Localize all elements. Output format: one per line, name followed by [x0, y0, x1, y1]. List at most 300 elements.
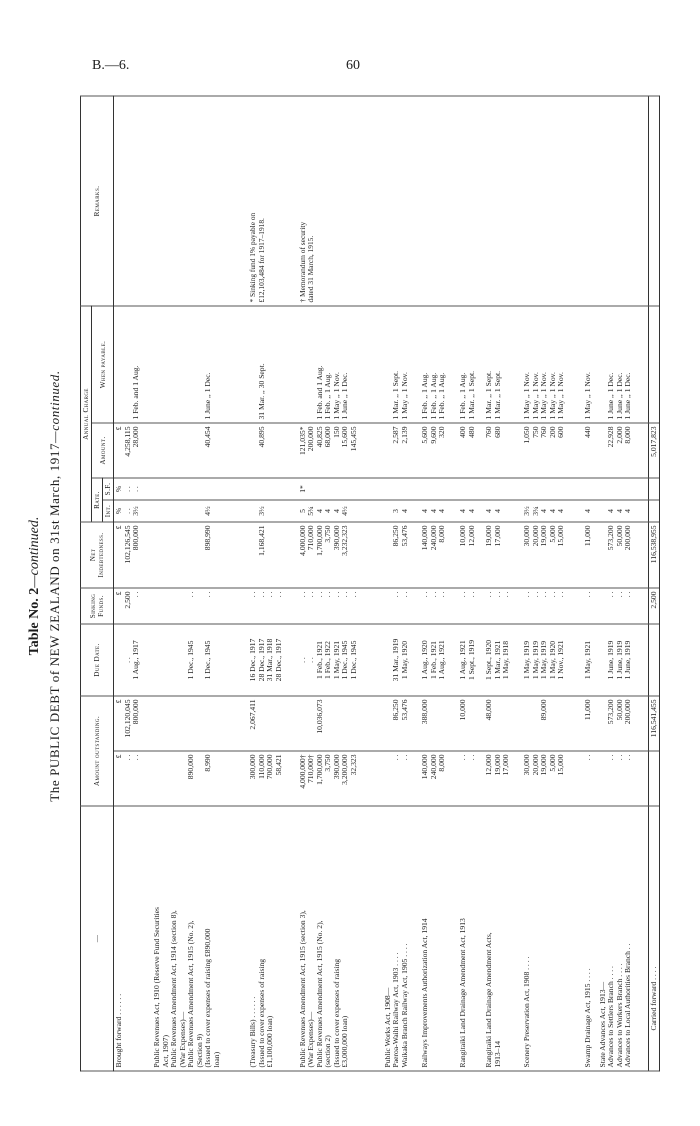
sinking-funds-cell — [522, 588, 583, 624]
net-indebtedness-line — [213, 525, 222, 584]
amount-outstanding-items-line: 19,000 — [492, 754, 502, 775]
when-payable-line: 1 Feb. ,, 1 Aug. — [420, 372, 430, 419]
amount-outstanding-items-cell — [383, 751, 421, 806]
debt-table-row — [420, 95, 458, 1070]
remarks-cell — [458, 95, 484, 305]
due-date-line: 1 May, 1919 — [522, 640, 532, 679]
net-indebtedness-cell — [598, 522, 648, 588]
annual-amount-line: 150 — [331, 426, 341, 438]
net-indebtedness-line: 8,000 — [437, 525, 447, 543]
annual-amount-cell — [583, 423, 597, 478]
debt-description-cell — [420, 806, 458, 1071]
net-indebtedness-line: 5,000 — [547, 525, 557, 543]
sinking-funds-line: . . — [256, 591, 266, 597]
debt-table-row — [522, 95, 583, 1070]
remarks-cell — [484, 95, 522, 305]
annual-amount-line: 440 — [583, 426, 593, 438]
when-payable-line — [179, 309, 188, 419]
amount-outstanding-items-line: . . — [466, 754, 476, 760]
amount-outstanding-items-line: 140,000 — [420, 754, 430, 779]
rate-int-line: 3½ — [256, 505, 266, 516]
debt-table-row — [458, 95, 484, 1070]
debt-description-line: Advances to Settlers Branch . . . . — [606, 965, 616, 1067]
rate-int-cell — [298, 500, 383, 522]
annual-amount-cell — [383, 423, 421, 478]
amount-outstanding-items-line: 3,200,000 — [340, 754, 350, 785]
when-payable-line: 1 June ,, 1 Dec. — [203, 371, 213, 419]
sinking-funds-line: 2,500 — [122, 591, 132, 609]
rate-int-line: 5¾ — [306, 505, 316, 516]
debt-table-body — [114, 95, 648, 1070]
rate-int-line: 4 — [539, 508, 549, 513]
when-payable-line: 1 Feb. ,, 1 Aug. — [437, 372, 447, 419]
net-indebtedness-line — [170, 525, 179, 584]
when-payable-line: 1 May ,, 1 Nov. — [331, 371, 341, 419]
header-rate-sf: S.F. — [103, 478, 114, 500]
header-due-date: Due Date. — [81, 624, 114, 696]
sinking-funds-line: . . — [623, 591, 633, 597]
debt-description-line: Public Revenues Amendment Act, 1915 (No. 2), — [314, 919, 324, 1067]
annual-amount-line: 200,000 — [306, 426, 316, 451]
annual-amount-cell — [458, 423, 484, 478]
rate-int-cell — [598, 500, 648, 522]
rate-sf-cell — [420, 478, 458, 500]
table-title: Table No. 2—continued. — [27, 516, 42, 656]
due-date-cell — [458, 624, 484, 696]
debt-description-line: Paeroa-Waihi Railway Act, 1903 . . . . — [391, 952, 401, 1067]
amount-outstanding-totals-line: 200,000 — [623, 699, 633, 724]
debt-description-cell — [598, 806, 648, 1071]
net-indebtedness-line: 12,000 — [466, 525, 476, 546]
net-indebtedness-line: 140,000 — [420, 525, 430, 550]
rate-sf-cell — [152, 478, 248, 500]
sinking-funds-line: . . — [614, 591, 624, 597]
due-date-cell — [152, 624, 248, 696]
sinking-funds-cell — [583, 588, 597, 624]
when-payable-line: 1 Feb. ,, 1 Aug. — [323, 372, 333, 419]
sinking-funds-cell — [114, 588, 153, 624]
rate-sf-line: . . — [122, 485, 132, 492]
header-rate-int: Int. — [103, 500, 114, 522]
amount-outstanding-items-cell — [484, 751, 522, 806]
when-payable-line: 1 May ,, 1 Nov. — [530, 371, 540, 419]
amount-outstanding-items-cell — [152, 751, 248, 806]
header-amount-outstanding: Amount outstanding. — [81, 696, 114, 806]
amount-outstanding-items-line: 8,990 — [203, 754, 213, 772]
due-date-line: 1 May, 1920 — [547, 640, 557, 679]
annual-amount-line: 1,050 — [522, 426, 532, 444]
due-date-line: . . — [297, 656, 307, 663]
annual-amount-line: 15,600 — [340, 426, 350, 447]
amount-outstanding-totals-cell — [248, 696, 298, 751]
debt-table-row — [114, 95, 153, 1070]
debt-description-line: Rangitaiki Land Drainage Amendment Act, 1913 — [458, 917, 468, 1067]
amount-outstanding-totals-cell — [114, 696, 153, 751]
amount-outstanding-totals-cell — [458, 696, 484, 751]
debt-description-line: Scenery Preservation Act, 1908 . . . . — [522, 956, 532, 1067]
remarks-cell — [383, 95, 421, 305]
when-payable-line — [187, 309, 196, 419]
annual-amount-line: 9,600 — [428, 426, 438, 444]
net-indebtedness-line: 17,000 — [492, 525, 502, 546]
amount-outstanding-totals-line: 102,120,045 — [122, 699, 132, 737]
sinking-funds-line: . . — [547, 591, 557, 597]
sinking-funds-line: . . — [306, 591, 316, 597]
annual-amount-line: 40,825 — [314, 426, 324, 447]
due-date-line: 1 Dec., 1945 — [348, 640, 358, 679]
debt-description-line: Advances to Workers Branch . . . . — [614, 962, 624, 1067]
debt-table-row — [152, 95, 248, 1070]
sinking-funds-line — [162, 591, 171, 620]
sinking-funds-line: . . — [203, 591, 213, 597]
amount-outstanding-totals-cell — [383, 696, 421, 751]
amount-outstanding-items-line: 32,323 — [348, 754, 358, 775]
rate-int-cell — [522, 500, 583, 522]
annual-amount-line: 2,587 — [391, 426, 401, 444]
carried-forward-row — [648, 95, 660, 1070]
when-payable-line: 1 May ,, 1 Nov. — [539, 371, 549, 419]
when-payable-line — [153, 309, 162, 419]
debt-description-line: (Issued to cover expenses of raising £890,000 — [203, 928, 213, 1067]
amount-outstanding-totals-cell — [152, 696, 248, 751]
sinking-funds-line: . . — [314, 591, 324, 597]
rate-int-line — [213, 503, 222, 518]
debt-description-line: (Section 9) — [194, 1033, 204, 1067]
net-indebtedness-line: 102,126,545 — [122, 525, 132, 563]
due-date-line: 1 May, 1918 — [501, 640, 511, 679]
rate-int-line: 4 — [492, 508, 502, 513]
amount-outstanding-totals-line: 11,000 — [583, 699, 593, 720]
annual-amount-line: 2,139 — [399, 426, 409, 444]
debt-description-line: Public Revenues Act, 1910 (Reserve Fund Securities — [152, 906, 162, 1067]
amount-outstanding-totals-line: £ — [114, 699, 124, 703]
debt-description-line: Public Revenues Amendment Act, 1915 (section 3), — [297, 909, 307, 1067]
net-indebtedness-line: £ — [114, 525, 124, 529]
sinking-funds-line: . . — [265, 591, 275, 597]
annual-amount-line: 400 — [458, 426, 468, 438]
due-date-line: . . — [122, 656, 132, 663]
debt-description-line: State Advances Act, 1913— — [597, 981, 607, 1067]
sinking-funds-line: . . — [420, 591, 430, 597]
due-date-line: 31 Mar., 1919 — [391, 638, 401, 681]
due-date-line: 1 Feb., 1921 — [314, 640, 324, 679]
net-indebtedness-line: 10,000 — [458, 525, 468, 546]
rate-int-line: 4 — [556, 508, 566, 513]
due-date-line: 1 Aug., 1917 — [131, 639, 141, 680]
debt-description-line: (War Expenses)— — [306, 1011, 316, 1067]
remarks-cell — [522, 95, 583, 305]
annual-amount-line: £ — [114, 426, 124, 430]
net-indebtedness-line: 30,000 — [522, 525, 532, 546]
rate-int-cell — [420, 500, 458, 522]
when-payable-line: 1 May ,, 1 Nov. — [522, 371, 532, 419]
net-indebtedness-cell — [298, 522, 383, 588]
sinking-funds-cell — [248, 588, 298, 624]
annual-amount-line: 680 — [492, 426, 502, 438]
sinking-funds-line: . . — [437, 591, 447, 597]
amount-outstanding-totals-line: 573,200 — [606, 699, 616, 724]
when-payable-line — [162, 309, 171, 419]
header-remarks: Remarks. — [81, 95, 114, 305]
when-payable-line: 1 May ,, 1 Nov. — [583, 371, 593, 419]
amount-outstanding-totals-line: 800,000 — [131, 699, 141, 724]
annual-amount-line — [213, 426, 222, 474]
when-payable-cell — [114, 305, 153, 422]
amount-outstanding-items-line: . . — [606, 754, 616, 760]
due-date-line: 1 Dec., 1945 — [186, 640, 196, 679]
carried-forward-net-indebtedness: 116,538,955 — [648, 522, 660, 588]
net-indebtedness-line: 53,476 — [399, 525, 409, 546]
rate-int-line: 4 — [606, 508, 616, 513]
amount-outstanding-totals-line — [523, 699, 532, 747]
when-payable-line: 1 Feb. ,, 1 Aug. — [428, 372, 438, 419]
amount-outstanding-totals-cell — [484, 696, 522, 751]
net-indebtedness-line: 573,200 — [606, 525, 616, 550]
sinking-funds-line: . . — [522, 591, 532, 597]
due-date-cell — [583, 624, 597, 696]
amount-outstanding-totals-cell — [583, 696, 597, 751]
remarks-line: † Memorandum of security — [297, 221, 307, 302]
net-indebtedness-line: 11,000 — [583, 525, 593, 546]
net-indebtedness-line — [187, 525, 196, 584]
amount-outstanding-items-cell — [248, 751, 298, 806]
net-indebtedness-cell — [522, 522, 583, 588]
net-indebtedness-cell — [583, 522, 597, 588]
due-date-line: 1 June, 1919 — [623, 640, 633, 679]
sinking-funds-cell — [383, 588, 421, 624]
when-payable-cell — [522, 305, 583, 422]
due-date-line: 31 Mar., 1918 — [265, 638, 275, 681]
net-indebtedness-line — [162, 525, 171, 584]
amount-outstanding-items-cell — [298, 751, 383, 806]
sinking-funds-line: . . — [606, 591, 616, 597]
amount-outstanding-items-cell — [114, 751, 153, 806]
sinking-funds-cell — [458, 588, 484, 624]
sinking-funds-cell — [420, 588, 458, 624]
amount-outstanding-totals-line: 10,036,073 — [314, 699, 324, 734]
rate-int-line: 4 — [583, 508, 593, 513]
rate-sf-cell — [598, 478, 648, 500]
amount-outstanding-items-line: 890,000 — [186, 754, 196, 779]
annual-amount-line — [153, 426, 162, 474]
rate-int-line: 4 — [547, 508, 557, 513]
annual-amount-line — [179, 426, 188, 474]
rate-int-line: 4 — [428, 508, 438, 513]
when-payable-line: 1 Feb. ,, 1 Aug. — [458, 372, 468, 419]
net-indebtedness-line: 710,000 — [306, 525, 316, 550]
rate-sf-cell — [383, 478, 421, 500]
public-debt-table — [80, 95, 660, 1071]
sinking-funds-line — [153, 591, 162, 620]
debt-description-line: Waikaka Branch Railway Act, 1905 . . . . — [399, 942, 409, 1067]
amount-outstanding-items-line: 5,000 — [547, 754, 557, 772]
amount-outstanding-items-line: 58,421 — [273, 754, 283, 775]
rate-sf-line: . . — [131, 485, 141, 492]
due-date-line: 1 Dec., 1945 — [203, 640, 213, 679]
rate-int-cell — [458, 500, 484, 522]
sinking-funds-line: . . — [273, 591, 283, 597]
due-date-line: 1 May, 1921 — [583, 640, 593, 679]
annual-amount-line: 480 — [466, 426, 476, 438]
when-payable-line: 1 Mar. ,, 1 Sept. — [492, 370, 502, 419]
debt-table-row — [484, 95, 522, 1070]
rate-int-cell — [383, 500, 421, 522]
sinking-funds-line: £ — [114, 591, 124, 595]
net-indebtedness-line: 3,750 — [323, 525, 333, 543]
when-payable-line: 1 June ,, 1 Dec. — [340, 371, 350, 419]
debt-description-line: (section 2) — [323, 1034, 333, 1067]
sinking-funds-line: . . — [539, 591, 549, 597]
debt-table-row — [248, 95, 298, 1070]
header-when-payable: When payable. — [92, 305, 114, 422]
when-payable-line: 1 May ,, 1 Nov. — [399, 371, 409, 419]
header-annual-charge: Annual Charge — [81, 305, 92, 521]
net-indebtedness-line: 50,000 — [614, 525, 624, 546]
annual-amount-line: 121,035* — [297, 426, 307, 455]
when-payable-cell — [152, 305, 248, 422]
net-indebtedness-line — [179, 525, 188, 584]
annual-amount-line: 8,000 — [623, 426, 633, 444]
sinking-funds-line: . . — [248, 591, 258, 597]
amount-outstanding-items-line: . . — [623, 754, 633, 760]
sinking-funds-line: . . — [583, 591, 593, 597]
when-payable-line: 1 June ,, 1 Dec. — [623, 371, 633, 419]
amount-outstanding-items-cell — [458, 751, 484, 806]
due-date-line: 1 May, 1920 — [399, 640, 409, 679]
rate-sf-line: % — [114, 485, 124, 492]
rate-int-line: 4 — [614, 508, 624, 513]
due-date-line: 1 Feb., 1921 — [428, 640, 438, 679]
amount-outstanding-items-line: 240,000 — [428, 754, 438, 779]
remarks-line: * Sinking fund 1% payable on — [248, 212, 258, 302]
debt-description-line: loan) — [211, 1051, 221, 1067]
rate-int-cell — [484, 500, 522, 522]
debt-description-cell — [383, 806, 421, 1071]
due-date-line: 1 Aug., 1921 — [458, 639, 468, 680]
annual-amount-line: 200 — [547, 426, 557, 438]
debt-description-cell — [583, 806, 597, 1071]
amount-outstanding-items-line: 30,000 — [522, 754, 532, 775]
sinking-funds-line: . . — [348, 591, 358, 597]
amount-outstanding-items-line — [153, 754, 162, 802]
when-payable-line: 1 Feb. and 1 Aug. — [314, 365, 324, 419]
when-payable-cell — [484, 305, 522, 422]
when-payable-cell — [420, 305, 458, 422]
amount-outstanding-items-line: 1,700,000 — [314, 754, 324, 785]
rate-int-line: 4½ — [203, 505, 213, 516]
annual-amount-cell — [114, 423, 153, 478]
debt-table-row — [298, 95, 383, 1070]
sinking-funds-line: . . — [186, 591, 196, 597]
page-number: 60 — [346, 58, 360, 73]
amount-outstanding-totals-line: 48,000 — [484, 699, 494, 720]
annual-amount-line: 760 — [484, 426, 494, 438]
table-subtitle: The PUBLIC DEBT of NEW ZEALAND on 31st March, 1917—continued. — [47, 370, 62, 802]
net-indebtedness-line: 800,000 — [131, 525, 141, 550]
rate-int-line: 4 — [458, 508, 468, 513]
when-payable-cell — [583, 305, 597, 422]
sinking-funds-line: . . — [331, 591, 341, 597]
annual-amount-cell — [598, 423, 648, 478]
debt-description-line: Public Revenues Amendment Act, 1914 (section 8), — [169, 909, 179, 1067]
due-date-line: 28 Dec., 1917 — [256, 638, 266, 681]
amount-outstanding-items-line: 3,750 — [323, 754, 333, 772]
when-payable-cell — [458, 305, 484, 422]
annual-amount-cell — [248, 423, 298, 478]
amount-outstanding-items-line — [162, 754, 171, 802]
rate-sf-cell — [484, 478, 522, 500]
rate-int-line: 3 — [391, 508, 401, 513]
debt-description-cell — [114, 806, 153, 1071]
rate-int-line: 4 — [399, 508, 409, 513]
sinking-funds-line: . . — [428, 591, 438, 597]
amount-outstanding-items-line: 12,000 — [484, 754, 494, 775]
amount-outstanding-items-line: 4,000,000† — [297, 754, 307, 789]
rate-sf-cell — [114, 478, 153, 500]
when-payable-line: 1 Mar. ,, 1 Sept. — [466, 370, 476, 419]
rate-int-cell — [152, 500, 248, 522]
due-date-line: 1 Dec., 1945 — [340, 640, 350, 679]
when-payable-line: 1 June ,, 1 Dec. — [606, 371, 616, 419]
net-indebtedness-line: 15,000 — [556, 525, 566, 546]
rate-int-line: 3½ — [131, 505, 141, 516]
rate-sf-cell — [248, 478, 298, 500]
when-payable-cell — [248, 305, 298, 422]
rate-int-line: 4 — [420, 508, 430, 513]
amount-outstanding-items-cell — [522, 751, 583, 806]
annual-amount-line: 5,600 — [420, 426, 430, 444]
annual-amount-line — [187, 426, 196, 474]
sinking-funds-line: . . — [297, 591, 307, 597]
debt-description-line: Swamp Drainage Act, 1915 . . . . — [583, 967, 593, 1067]
when-payable-line — [170, 309, 179, 419]
amount-outstanding-items-line: . . — [583, 754, 593, 760]
net-indebtedness-line: 1,168,421 — [256, 525, 266, 556]
debt-description-cell — [248, 806, 298, 1071]
debt-description-line: (Treasury Bills) . . . . . . — [248, 996, 258, 1067]
debt-description-line: £3,000,000 loan) — [340, 1015, 350, 1067]
amount-outstanding-items-line: 17,000 — [501, 754, 511, 775]
when-payable-line: 1 Mar. ,, 1 Sept. — [484, 370, 494, 419]
rate-int-line: 3¾ — [530, 505, 540, 516]
rate-int-cell — [583, 500, 597, 522]
sinking-funds-line: . . — [530, 591, 540, 597]
debt-description-cell — [484, 806, 522, 1071]
debt-description-line: Railways Improvements Authorization Act, 1914 — [420, 917, 430, 1067]
due-date-line: 1 May, 1921 — [331, 640, 341, 679]
debt-description-cell — [298, 806, 383, 1071]
amount-outstanding-totals-line: 86,250 — [391, 699, 401, 720]
when-payable-cell — [383, 305, 421, 422]
annual-amount-line — [170, 426, 179, 474]
due-date-line: . . — [306, 656, 316, 663]
net-indebtedness-line: 19,000 — [484, 525, 494, 546]
remarks-cell — [598, 95, 648, 305]
debt-description-line: Rangitaiki Land Drainage Amendment Acts, — [484, 931, 494, 1067]
debt-description-cell — [152, 806, 248, 1071]
sinking-funds-line: . . — [391, 591, 401, 597]
sinking-funds-line: . . — [466, 591, 476, 597]
amount-outstanding-items-line: 19,000 — [539, 754, 549, 775]
due-date-line — [213, 627, 222, 692]
annual-amount-line: 68,000 — [323, 426, 333, 447]
amount-outstanding-totals-line: 50,000 — [614, 699, 624, 720]
rate-int-line: 3½ — [522, 505, 532, 516]
due-date-line: 1 Aug., 1921 — [437, 639, 447, 680]
net-indebtedness-line: 86,250 — [391, 525, 401, 546]
amount-outstanding-totals-line: 2,067,411 — [248, 699, 258, 730]
remarks-cell — [420, 95, 458, 305]
